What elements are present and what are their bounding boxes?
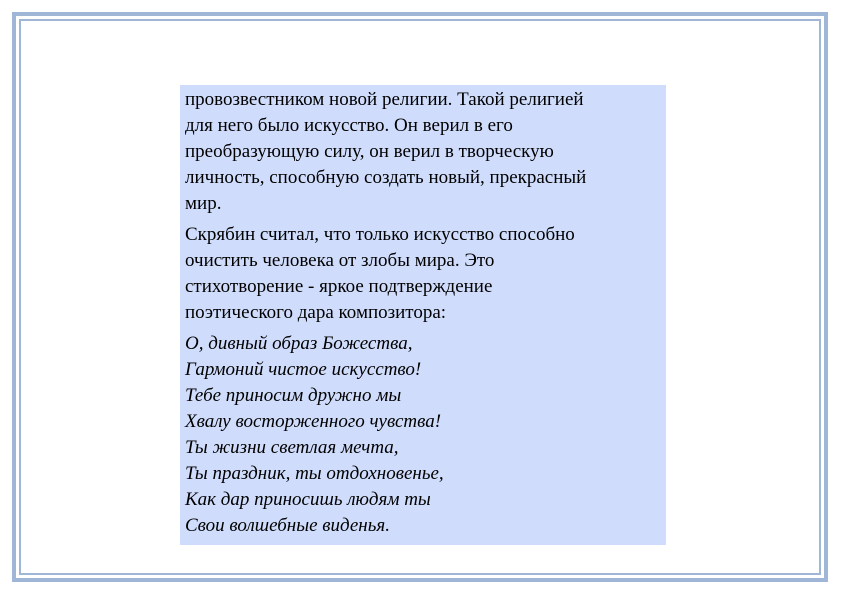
- paragraph-2: [185, 222, 662, 326]
- text-line: для него было искусство. Он верил в его: [185, 115, 513, 136]
- text-line: поэтического дара композитора:: [185, 302, 447, 323]
- poem-line: Гармоний чистое искусство!: [185, 359, 422, 380]
- poem-line: Ты жизни светлая мечта,: [185, 437, 399, 458]
- text-block: [180, 85, 666, 545]
- poem-line: О, дивный образ Божества,: [185, 333, 413, 354]
- paragraph-1: [185, 87, 662, 217]
- text-line: очистить человека от злобы мира. Это: [185, 250, 495, 271]
- text-line: Скрябин считал, что только искусство способно: [185, 224, 575, 245]
- poem-line: Хвалу восторженного чувства!: [185, 411, 442, 432]
- text-line: преобразующую силу, он верил в творческую: [185, 141, 554, 162]
- poem-line: Тебе приносим дружно мы: [185, 385, 402, 406]
- text-line: мир.: [185, 193, 222, 214]
- text-line: личность, способную создать новый, прекрасный: [185, 167, 587, 188]
- poem-line: Как дар приносишь людям ты: [185, 489, 431, 510]
- text-line: провозвестником новой религии. Такой религией: [185, 89, 584, 110]
- text-line: стихотворение - яркое подтверждение: [185, 276, 493, 297]
- poem-line: Свои волшебные виденья.: [185, 515, 390, 536]
- poem-line: Ты праздник, ты отдохновенье,: [185, 463, 444, 484]
- poem: [185, 331, 662, 539]
